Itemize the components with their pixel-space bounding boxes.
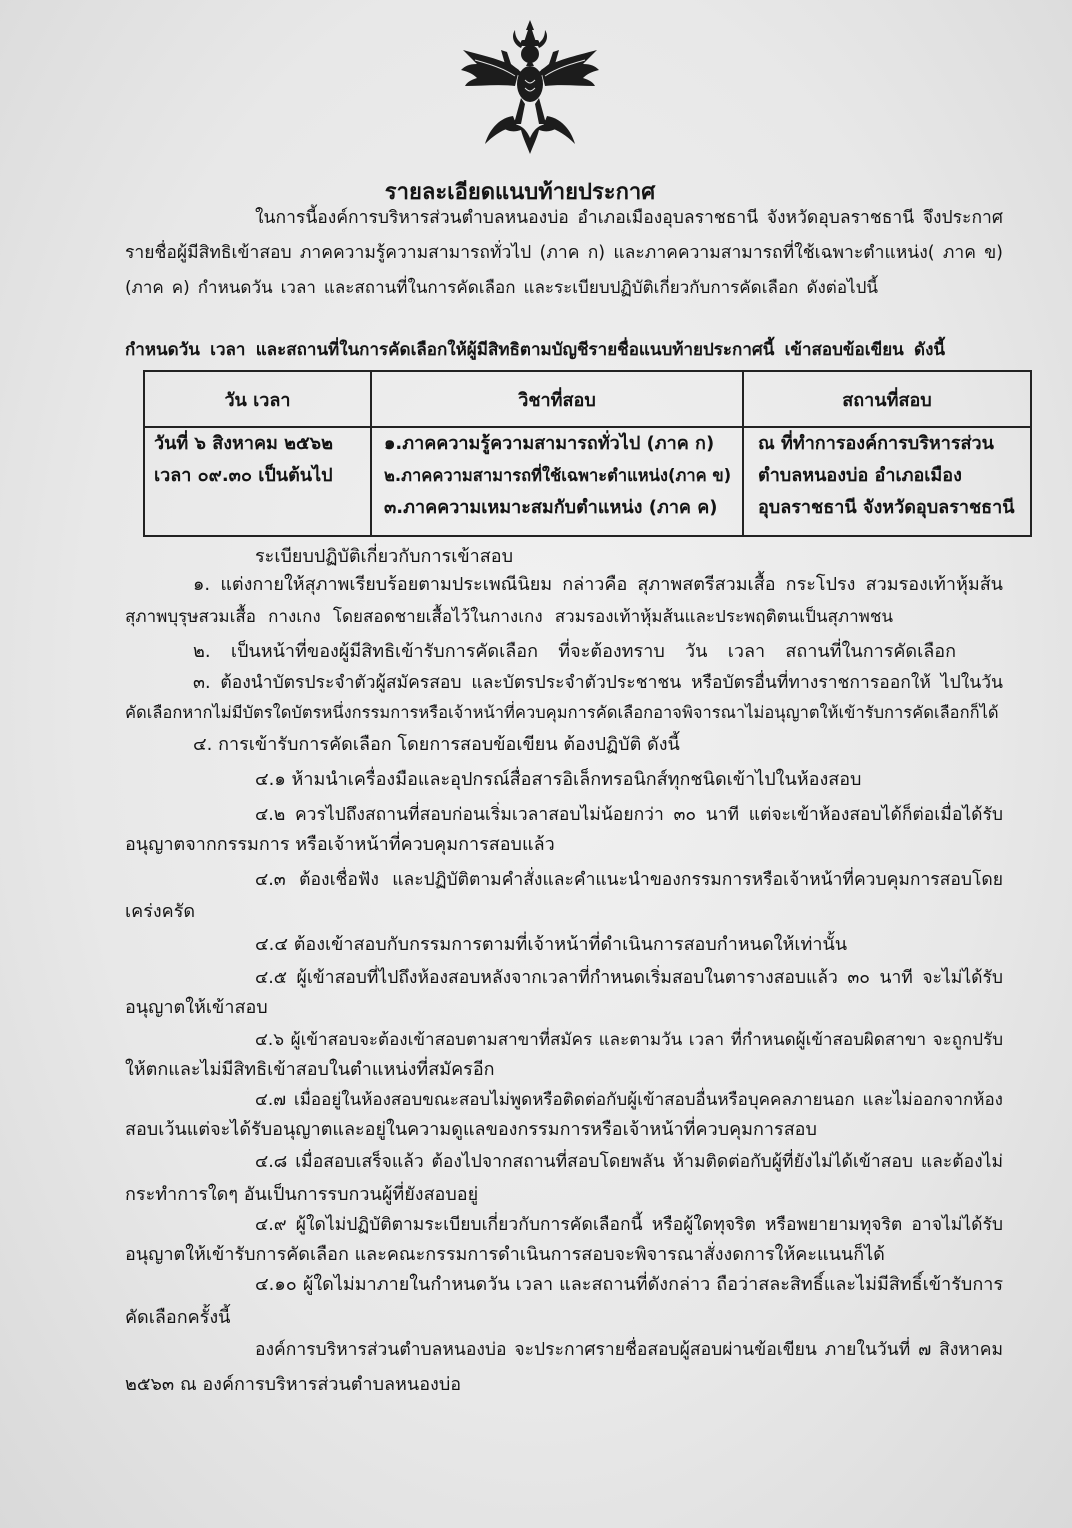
exam-schedule-table [143,370,1032,537]
rule-sub-4-7-line-2: สอบเว้นแต่จะได้รับอนุญาตและอยู่ในความดูแลของกรรมการหรือเจ้าหน้าที่ควบคุมการสอบ [125,1119,817,1140]
rule-item-3-line-2: คัดเลือกหากไม่มีบัตรใดบัตรหนึ่งกรรมการหรือเจ้าหน้าที่ควบคุมการคัดเลือกอาจพิจารณาไม่อนุญาตให้เข้ารับการคัดเลือกก็ได้ [125,703,999,722]
rule-sub-4-8-line-2: กระทำการใดๆ อันเป็นการรบกวนผู้ที่ยังสอบอยู่ [125,1184,479,1205]
rule-sub-4-10-line-2: คัดเลือกครั้งนี้ [125,1307,231,1328]
rule-sub-4-1: ๔.๑ ห้ามนำเครื่องมือและอุปกรณ์สื่อสารอิเล็กทรอนิกส์ทุกชนิดเข้าไปในห้องสอบ [255,769,862,790]
rule-sub-4-3-line-1: ๔.๓ ต้องเชื่อฟัง และปฏิบัติตามคำสั่งและคำแนะนำของกรรมการหรือเจ้าหน้าที่ควบคุมการสอบโดย [255,870,1003,890]
rule-sub-4-8-line-1: ๔.๘ เมื่อสอบเสร็จแล้ว ต้องไปจากสถานที่สอบโดยพลัน ห้ามติดต่อกับผู้ที่ยังไม่ได้เข้าสอบ และต้องไม่ [255,1152,1003,1172]
exam-time: เวลา ๐๙.๓๐ เป็นต้นไป [154,465,333,486]
rule-sub-4-3-line-2: เคร่งครัด [125,901,196,922]
cell-venue [743,427,1031,536]
venue-line-2: ตำบลหนองบ่อ อำเภอเมือง [758,465,962,486]
cell-datetime [144,427,371,536]
rule-sub-4-6-line-2: ให้ตกและไม่มีสิทธิเข้าสอบในตำแหน่งที่สมัครอีก [125,1059,495,1080]
rule-sub-4-2-line-1: ๔.๒ ควรไปถึงสถานที่สอบก่อนเริ่มเวลาสอบไม่น้อยกว่า ๓๐ นาที แต่จะเข้าห้องสอบได้ก็ต่อเมื่อได้รับ [255,805,1003,825]
table-header-row [144,371,1031,427]
venue-line-1: ณ ที่ทำการองค์การบริหารส่วน [758,433,994,454]
rule-sub-4-4: ๔.๔ ต้องเข้าสอบกับกรรมการตามที่เจ้าหน้าที่ดำเนินการสอบกำหนดให้เท่านั้น [255,934,848,955]
rule-sub-4-6-line-1: ๔.๖ ผู้เข้าสอบจะต้องเข้าสอบตามสาขาที่สมัคร และตามวัน เวลา ที่กำหนดผู้เข้าสอบผิดสาขา จะถูกปรับ [255,1030,1003,1050]
subject-part-a: ๑.ภาคความรู้ความสามารถทั่วไป (ภาค ก) [384,433,715,454]
venue-line-3: อุบลราชธานี จังหวัดอุบลราชธานี [758,497,1015,518]
subject-part-c: ๓.ภาคความเหมาะสมกับตำแหน่ง (ภาค ค) [384,497,718,518]
intro-line-3: (ภาค ค) กำหนดวัน เวลา และสถานที่ในการคัดเลือก และระเบียบปฏิบัติเกี่ยวกับการคัดเลือก ดังต่อไปนี้ [125,278,878,298]
header-subjects: วิชาที่สอบ [371,371,743,427]
rule-sub-4-10-line-1: ๔.๑๐ ผู้ใดไม่มาภายในกำหนดวัน เวลา และสถานที่ดังกล่าว ถือว่าสละสิทธิ์และไม่มีสิทธิ์เข้ารับการ [255,1274,1003,1295]
closing-line-1: องค์การบริหารส่วนตำบลหนองบ่อ จะประกาศรายชื่อสอบผู้สอบผ่านข้อเขียน ภายในวันที่ ๗ สิงหาคม [255,1340,1003,1360]
rules-heading: ระเบียบปฏิบัติเกี่ยวกับการเข้าสอบ [255,546,514,567]
rule-sub-4-5-line-1: ๔.๕ ผู้เข้าสอบที่ไปถึงห้องสอบหลังจากเวลาที่กำหนดเริ่มสอบในตารางสอบแล้ว ๓๐ นาที จะไม่ได้รับ [255,968,1003,988]
rule-item-1-line-1: ๑. แต่งกายให้สุภาพเรียบร้อยตามประเพณีนิยม กล่าวคือ สุภาพสตรีสวมเสื้อ กระโปรง สวมรองเท้าหุ้มส้น [193,574,1003,595]
header-datetime: วัน เวลา [144,371,371,427]
cell-subjects [371,427,743,536]
rule-sub-4-5-line-2: อนุญาตให้เข้าสอบ [125,997,268,1018]
rule-item-2-line-1: ๒. เป็นหน้าที่ของผู้มีสิทธิเข้ารับการคัดเลือก ที่จะต้องทราบ วัน เวลา สถานที่ในการคัดเลือก [193,641,956,662]
subject-part-b: ๒.ภาคความสามารถที่ใช้เฉพาะตำแหน่ง(ภาค ข) [384,466,732,485]
rule-sub-4-9-line-2: อนุญาตให้เข้ารับการคัดเลือก และคณะกรรมการดำเนินการสอบจะพิจารณาสั่งงดการให้คะแนนก็ได้ [125,1244,885,1265]
rule-item-4-line-1: ๔. การเข้ารับการคัดเลือก โดยการสอบข้อเขียน ต้องปฏิบัติ ดังนี้ [193,734,680,755]
header-venue: สถานที่สอบ [743,371,1031,427]
rule-item-3-line-1: ๓. ต้องนำบัตรประจำตัวผู้สมัครสอบ และบัตรประจำตัวประชาชน หรือบัตรอื่นที่ทางราชการออกให้ ไปในวัน [193,673,1003,693]
garuda-emblem [455,20,605,155]
document-title: รายละเอียดแนบท้ายประกาศ [384,180,656,205]
intro-line-1: ในการนี้องค์การบริหารส่วนตำบลหนองบ่อ อำเภอเมืองอุบลราชธานี จังหวัดอุบลราชธานี จึงประกาศ [255,208,1003,228]
rule-sub-4-2-line-2: อนุญาตจากกรรมการ หรือเจ้าหน้าที่ควบคุมการสอบแล้ว [125,834,555,855]
exam-date: วันที่ ๖ สิงหาคม ๒๕๖๒ [154,433,333,454]
closing-line-2: ๒๕๖๓ ณ องค์การบริหารส่วนตำบลหนองบ่อ [125,1374,462,1395]
table-row [144,427,1031,536]
intro-line-2: รายชื่อผู้มีสิทธิเข้าสอบ ภาคความรู้ความสามารถทั่วไป (ภาค ก) และภาคความสามารถที่ใช้เฉพาะตำแหน่ง( ภาค ข) [125,243,1003,263]
rule-sub-4-9-line-1: ๔.๙ ผู้ใดไม่ปฏิบัติตามระเบียบเกี่ยวกับการคัดเลือกนี้ หรือผู้ใดทุจริต หรือพยายามทุจริต อาจไม่ได้รับ [255,1215,1003,1235]
rule-sub-4-7-line-1: ๔.๗ เมื่ออยู่ในห้องสอบขณะสอบไม่พูดหรือติดต่อกับผู้เข้าสอบอื่นหรือบุคคลภายนอก และไม่ออกจากห้อง [255,1090,1003,1110]
rule-item-1-line-2: สุภาพบุรุษสวมเสื้อ กางเกง โดยสอดชายเสื้อไว้ในกางเกง สวมรองเท้าหุ้มส้นและประพฤติตนเป็นสุภาพชน [125,607,893,627]
schedule-heading: กำหนดวัน เวลา และสถานที่ในการคัดเลือกให้ผู้มีสิทธิตามบัญชีรายชื่อแนบท้ายประกาศนี้ เข้าสอบข้อเขียน ดังนี้ [125,340,945,360]
